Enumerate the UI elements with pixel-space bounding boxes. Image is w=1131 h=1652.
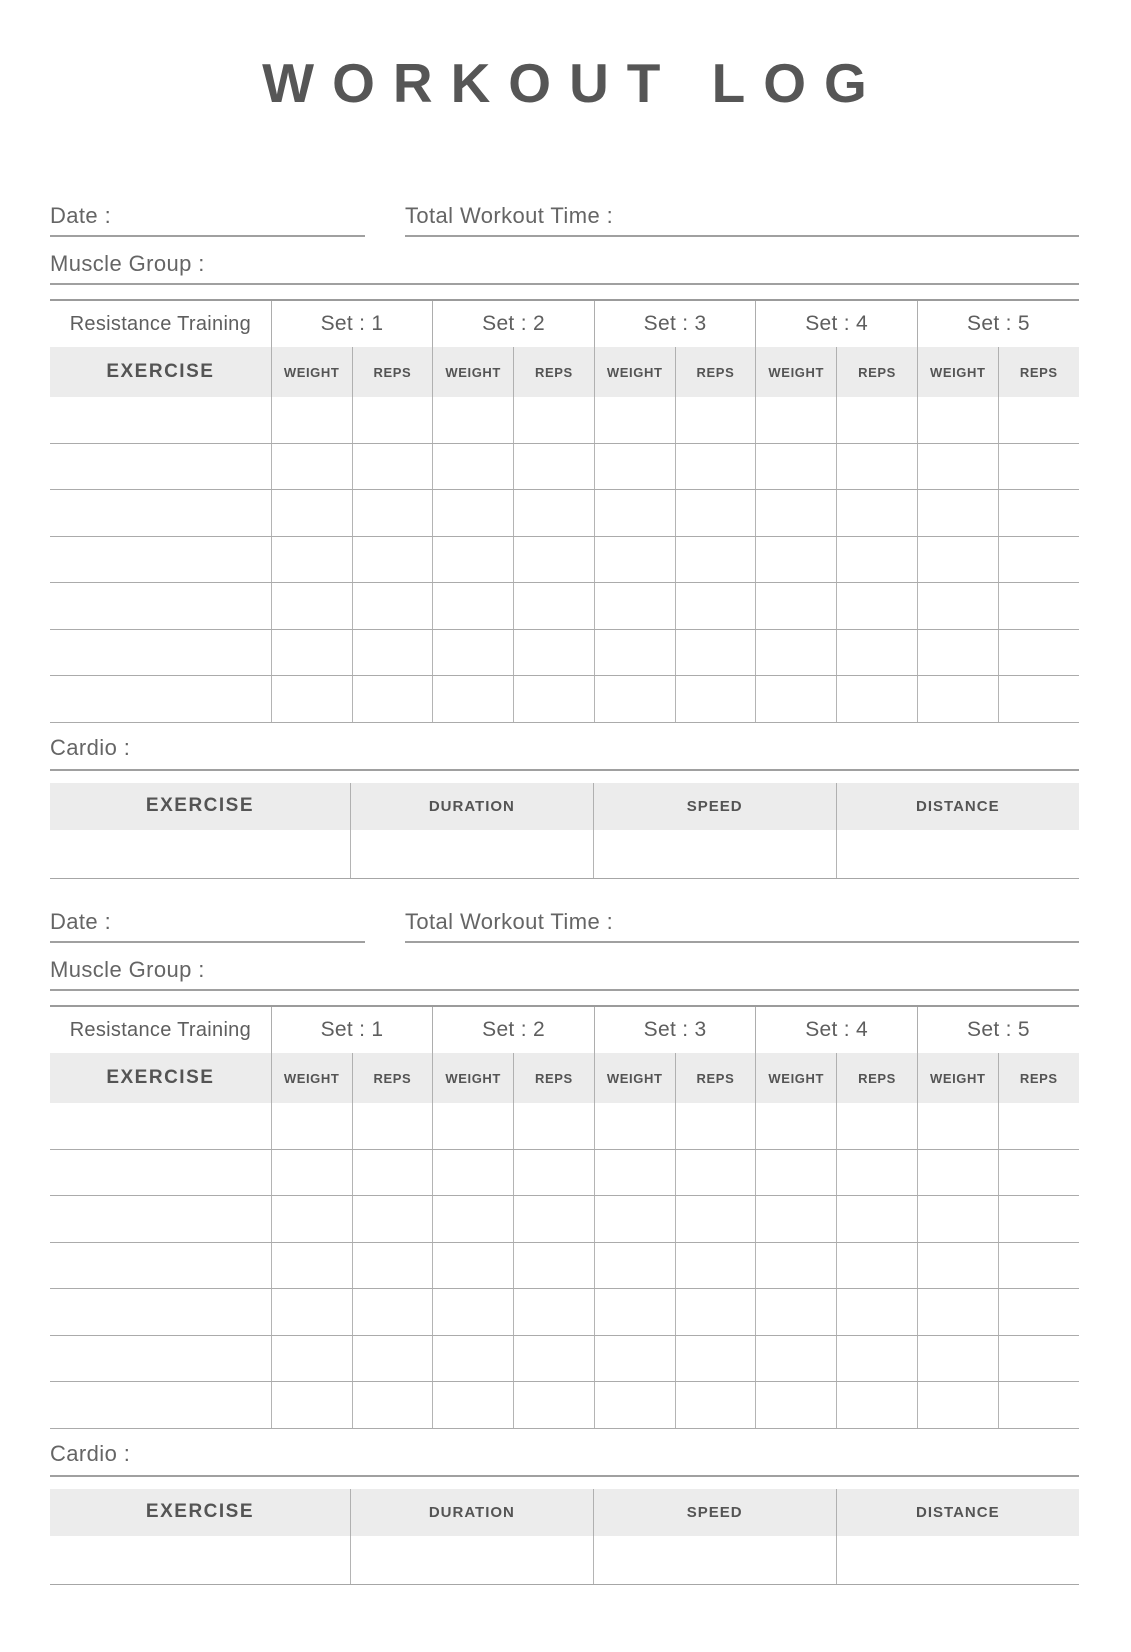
reps-cell[interactable] (675, 1149, 756, 1196)
fill-in-row (50, 1242, 1079, 1289)
cardio-field[interactable] (50, 735, 1079, 771)
total-workout-time-label: Total Workout Time : (405, 909, 614, 935)
weight-cell[interactable] (917, 1382, 998, 1429)
weight-cell[interactable] (433, 1196, 514, 1243)
reps-cell[interactable] (837, 397, 918, 443)
reps-cell[interactable] (998, 490, 1079, 537)
reps-cell[interactable] (514, 1382, 595, 1429)
weight-cell[interactable] (594, 1196, 675, 1243)
weight-cell[interactable] (271, 1289, 352, 1336)
weight-column-header: WEIGHT (433, 1053, 514, 1103)
weight-cell[interactable] (433, 1149, 514, 1196)
fill-in-row (50, 629, 1079, 676)
weight-cell[interactable] (917, 397, 998, 443)
set-4-header: Set : 4 (756, 1006, 918, 1053)
cardio-duration-column-header: DURATION (350, 783, 593, 830)
weight-cell[interactable] (433, 397, 514, 443)
reps-cell[interactable] (352, 490, 433, 537)
reps-cell[interactable] (514, 583, 595, 630)
total-workout-time-label: Total Workout Time : (405, 203, 614, 229)
column-header-row (50, 1053, 1079, 1103)
weight-cell[interactable] (433, 1103, 514, 1149)
set-1-header: Set : 1 (271, 300, 433, 347)
weight-cell[interactable] (756, 583, 837, 630)
date-time-row (50, 203, 1079, 237)
total-workout-time-field[interactable] (405, 203, 1079, 237)
cardio-exercise-cell[interactable] (50, 830, 350, 879)
cardio-field[interactable] (50, 1441, 1079, 1477)
reps-cell[interactable] (837, 1103, 918, 1149)
weight-cell[interactable] (433, 583, 514, 630)
reps-cell[interactable] (998, 676, 1079, 723)
fill-in-row (50, 536, 1079, 583)
weight-cell[interactable] (594, 1103, 675, 1149)
weight-cell[interactable] (917, 1149, 998, 1196)
weight-cell[interactable] (756, 1289, 837, 1336)
exercise-cell[interactable] (50, 1196, 271, 1243)
weight-cell[interactable] (433, 676, 514, 723)
reps-cell[interactable] (837, 536, 918, 583)
reps-cell[interactable] (998, 629, 1079, 676)
exercise-cell[interactable] (50, 629, 271, 676)
date-label: Date : (50, 203, 112, 229)
weight-cell[interactable] (756, 1196, 837, 1243)
weight-column-header: WEIGHT (917, 1053, 998, 1103)
weight-cell[interactable] (433, 1335, 514, 1382)
reps-cell[interactable] (998, 1103, 1079, 1149)
weight-cell[interactable] (271, 583, 352, 630)
weight-cell[interactable] (756, 397, 837, 443)
reps-cell[interactable] (352, 1196, 433, 1243)
weight-cell[interactable] (271, 490, 352, 537)
fill-in-row (50, 830, 1079, 879)
weight-cell[interactable] (917, 443, 998, 490)
reps-cell[interactable] (514, 1289, 595, 1336)
weight-cell[interactable] (271, 1103, 352, 1149)
set-5-header: Set : 5 (917, 300, 1079, 347)
resistance-training-table (50, 1005, 1079, 1429)
fill-in-row (50, 1103, 1079, 1149)
weight-column-header: WEIGHT (433, 347, 514, 397)
reps-cell[interactable] (837, 1196, 918, 1243)
reps-column-header: REPS (998, 1053, 1079, 1103)
weight-column-header: WEIGHT (756, 1053, 837, 1103)
exercise-cell[interactable] (50, 583, 271, 630)
reps-cell[interactable] (675, 629, 756, 676)
reps-cell[interactable] (998, 536, 1079, 583)
exercise-column-header: EXERCISE (50, 1053, 271, 1103)
exercise-cell[interactable] (50, 536, 271, 583)
reps-cell[interactable] (998, 1335, 1079, 1382)
reps-cell[interactable] (837, 1335, 918, 1382)
fill-in-row (50, 443, 1079, 490)
weight-cell[interactable] (271, 1242, 352, 1289)
reps-column-header: REPS (998, 347, 1079, 397)
reps-cell[interactable] (998, 1196, 1079, 1243)
cardio-header-row (50, 1489, 1079, 1536)
reps-column-header: REPS (514, 347, 595, 397)
reps-cell[interactable] (352, 536, 433, 583)
weight-cell[interactable] (756, 1242, 837, 1289)
reps-cell[interactable] (514, 443, 595, 490)
reps-cell[interactable] (352, 583, 433, 630)
weight-cell[interactable] (917, 629, 998, 676)
weight-cell[interactable] (917, 676, 998, 723)
reps-cell[interactable] (352, 1382, 433, 1429)
weight-cell[interactable] (756, 536, 837, 583)
weight-cell[interactable] (271, 676, 352, 723)
cardio-exercise-column-header: EXERCISE (50, 1489, 350, 1536)
cardio-table (50, 1489, 1079, 1586)
page-title: WORKOUT LOG (262, 52, 885, 114)
workout-log-page (0, 52, 1131, 1585)
muscle-group-field[interactable] (50, 957, 1079, 991)
reps-cell[interactable] (998, 397, 1079, 443)
reps-cell[interactable] (514, 490, 595, 537)
reps-cell[interactable] (998, 1242, 1079, 1289)
weight-cell[interactable] (917, 1103, 998, 1149)
reps-cell[interactable] (837, 583, 918, 630)
workout-session-2 (50, 909, 1079, 1585)
reps-cell[interactable] (352, 1335, 433, 1382)
set-4-header: Set : 4 (756, 300, 918, 347)
weight-cell[interactable] (594, 676, 675, 723)
cardio-distance-cell[interactable] (836, 1536, 1079, 1585)
weight-column-header: WEIGHT (917, 347, 998, 397)
set-2-header: Set : 2 (433, 1006, 595, 1053)
reps-column-header: REPS (837, 1053, 918, 1103)
weight-cell[interactable] (271, 1149, 352, 1196)
fill-in-row (50, 1149, 1079, 1196)
weight-column-header: WEIGHT (594, 347, 675, 397)
exercise-cell[interactable] (50, 1382, 271, 1429)
weight-cell[interactable] (271, 1382, 352, 1429)
weight-cell[interactable] (917, 1289, 998, 1336)
weight-column-header: WEIGHT (594, 1053, 675, 1103)
weight-cell[interactable] (756, 1149, 837, 1196)
cardio-label: Cardio : (50, 1440, 131, 1466)
reps-cell[interactable] (352, 629, 433, 676)
reps-cell[interactable] (514, 629, 595, 676)
weight-cell[interactable] (756, 1382, 837, 1429)
reps-cell[interactable] (352, 397, 433, 443)
muscle-group-label: Muscle Group : (50, 251, 205, 277)
total-workout-time-field[interactable] (405, 909, 1079, 943)
reps-cell[interactable] (837, 629, 918, 676)
reps-cell[interactable] (675, 490, 756, 537)
reps-cell[interactable] (675, 1103, 756, 1149)
reps-cell[interactable] (514, 1103, 595, 1149)
exercise-cell[interactable] (50, 1242, 271, 1289)
reps-cell[interactable] (675, 1382, 756, 1429)
reps-cell[interactable] (514, 676, 595, 723)
weight-cell[interactable] (594, 1149, 675, 1196)
reps-column-header: REPS (352, 347, 433, 397)
exercise-cell[interactable] (50, 676, 271, 723)
resistance-training-label: Resistance Training (50, 300, 271, 347)
reps-cell[interactable] (998, 1149, 1079, 1196)
reps-cell[interactable] (998, 583, 1079, 630)
reps-cell[interactable] (837, 443, 918, 490)
set-header-row (50, 1006, 1079, 1053)
cardio-speed-cell[interactable] (593, 1536, 836, 1585)
weight-cell[interactable] (271, 1335, 352, 1382)
weight-cell[interactable] (756, 443, 837, 490)
weight-cell[interactable] (917, 1196, 998, 1243)
weight-cell[interactable] (756, 676, 837, 723)
set-2-header: Set : 2 (433, 300, 595, 347)
reps-column-header: REPS (675, 347, 756, 397)
date-label: Date : (50, 909, 112, 935)
weight-cell[interactable] (433, 629, 514, 676)
weight-cell[interactable] (594, 443, 675, 490)
cardio-duration-cell[interactable] (350, 830, 593, 879)
fill-in-row (50, 1335, 1079, 1382)
weight-cell[interactable] (756, 1335, 837, 1382)
fill-in-row (50, 1536, 1079, 1585)
reps-cell[interactable] (352, 1103, 433, 1149)
reps-cell[interactable] (837, 1382, 918, 1429)
weight-cell[interactable] (594, 1335, 675, 1382)
weight-cell[interactable] (594, 583, 675, 630)
fill-in-row (50, 397, 1079, 443)
reps-cell[interactable] (514, 397, 595, 443)
weight-cell[interactable] (594, 536, 675, 583)
exercise-cell[interactable] (50, 1149, 271, 1196)
exercise-cell[interactable] (50, 443, 271, 490)
set-1-header: Set : 1 (271, 1006, 433, 1053)
weight-cell[interactable] (271, 443, 352, 490)
reps-column-header: REPS (352, 1053, 433, 1103)
reps-cell[interactable] (352, 443, 433, 490)
weight-cell[interactable] (594, 1242, 675, 1289)
reps-column-header: REPS (675, 1053, 756, 1103)
cardio-speed-cell[interactable] (593, 830, 836, 879)
cardio-speed-column-header: SPEED (593, 783, 836, 830)
weight-cell[interactable] (433, 1289, 514, 1336)
reps-cell[interactable] (514, 1149, 595, 1196)
cardio-duration-column-header: DURATION (350, 1489, 593, 1536)
column-header-row (50, 347, 1079, 397)
reps-cell[interactable] (514, 1335, 595, 1382)
reps-cell[interactable] (352, 1289, 433, 1336)
reps-cell[interactable] (675, 443, 756, 490)
weight-cell[interactable] (271, 397, 352, 443)
weight-cell[interactable] (433, 490, 514, 537)
reps-cell[interactable] (352, 1242, 433, 1289)
date-field[interactable] (50, 909, 365, 943)
cardio-label: Cardio : (50, 734, 131, 760)
reps-cell[interactable] (998, 1382, 1079, 1429)
reps-cell[interactable] (837, 1242, 918, 1289)
weight-cell[interactable] (756, 629, 837, 676)
resistance-training-table (50, 299, 1079, 723)
date-time-row (50, 909, 1079, 943)
cardio-duration-cell[interactable] (350, 1536, 593, 1585)
cardio-distance-cell[interactable] (836, 830, 1079, 879)
reps-cell[interactable] (352, 676, 433, 723)
cardio-exercise-column-header: EXERCISE (50, 783, 350, 830)
reps-cell[interactable] (514, 1242, 595, 1289)
weight-cell[interactable] (271, 1196, 352, 1243)
muscle-group-label: Muscle Group : (50, 957, 205, 983)
exercise-cell[interactable] (50, 397, 271, 443)
set-header-row (50, 300, 1079, 347)
reps-column-header: REPS (837, 347, 918, 397)
weight-cell[interactable] (756, 1103, 837, 1149)
weight-cell[interactable] (433, 1242, 514, 1289)
reps-cell[interactable] (998, 443, 1079, 490)
cardio-header-row (50, 783, 1079, 830)
reps-cell[interactable] (352, 1149, 433, 1196)
weight-cell[interactable] (917, 1242, 998, 1289)
weight-cell[interactable] (594, 629, 675, 676)
weight-cell[interactable] (271, 536, 352, 583)
reps-cell[interactable] (837, 1289, 918, 1336)
weight-column-header: WEIGHT (271, 347, 352, 397)
reps-cell[interactable] (837, 490, 918, 537)
fill-in-row (50, 583, 1079, 630)
reps-cell[interactable] (675, 676, 756, 723)
exercise-cell[interactable] (50, 490, 271, 537)
weight-cell[interactable] (594, 490, 675, 537)
fill-in-row (50, 1196, 1079, 1243)
reps-cell[interactable] (675, 1242, 756, 1289)
reps-cell[interactable] (675, 1196, 756, 1243)
fill-in-row (50, 1289, 1079, 1336)
weight-column-header: WEIGHT (271, 1053, 352, 1103)
weight-cell[interactable] (917, 583, 998, 630)
reps-cell[interactable] (675, 583, 756, 630)
weight-cell[interactable] (594, 1289, 675, 1336)
exercise-cell[interactable] (50, 1289, 271, 1336)
workout-session-1 (50, 203, 1079, 879)
set-3-header: Set : 3 (594, 300, 756, 347)
reps-cell[interactable] (837, 676, 918, 723)
muscle-group-field[interactable] (50, 251, 1079, 285)
reps-cell[interactable] (514, 1196, 595, 1243)
weight-cell[interactable] (594, 1382, 675, 1429)
weight-cell[interactable] (917, 536, 998, 583)
cardio-distance-column-header: DISTANCE (836, 1489, 1079, 1536)
set-5-header: Set : 5 (917, 1006, 1079, 1053)
set-3-header: Set : 3 (594, 1006, 756, 1053)
weight-cell[interactable] (594, 397, 675, 443)
reps-cell[interactable] (837, 1149, 918, 1196)
reps-cell[interactable] (675, 1289, 756, 1336)
reps-cell[interactable] (514, 536, 595, 583)
exercise-column-header: EXERCISE (50, 347, 271, 397)
exercise-cell[interactable] (50, 1335, 271, 1382)
resistance-training-label: Resistance Training (50, 1006, 271, 1053)
cardio-exercise-cell[interactable] (50, 1536, 350, 1585)
date-field[interactable] (50, 203, 365, 237)
weight-cell[interactable] (271, 629, 352, 676)
weight-cell[interactable] (917, 490, 998, 537)
reps-cell[interactable] (675, 536, 756, 583)
weight-cell[interactable] (433, 443, 514, 490)
weight-cell[interactable] (917, 1335, 998, 1382)
cardio-distance-column-header: DISTANCE (836, 783, 1079, 830)
reps-cell[interactable] (675, 1335, 756, 1382)
fill-in-row (50, 1382, 1079, 1429)
reps-column-header: REPS (514, 1053, 595, 1103)
cardio-speed-column-header: SPEED (593, 1489, 836, 1536)
cardio-table (50, 783, 1079, 880)
reps-cell[interactable] (998, 1289, 1079, 1336)
exercise-cell[interactable] (50, 1103, 271, 1149)
weight-cell[interactable] (756, 490, 837, 537)
fill-in-row (50, 490, 1079, 537)
weight-cell[interactable] (433, 1382, 514, 1429)
fill-in-row (50, 676, 1079, 723)
weight-column-header: WEIGHT (756, 347, 837, 397)
reps-cell[interactable] (675, 397, 756, 443)
weight-cell[interactable] (433, 536, 514, 583)
